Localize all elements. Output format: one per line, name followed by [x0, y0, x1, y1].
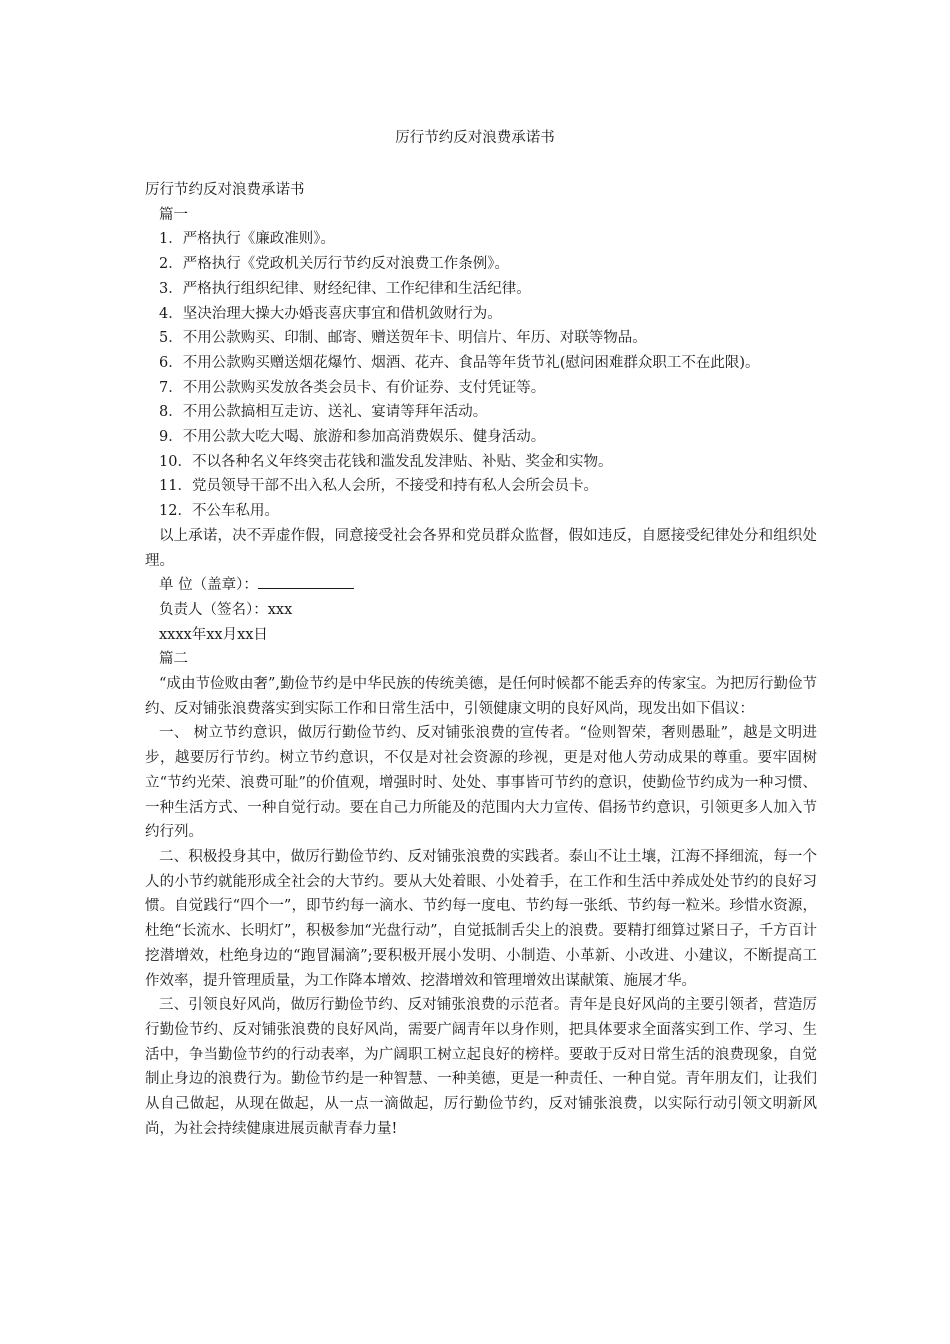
pledge-date: xxxx年xx月xx日 — [159, 626, 268, 643]
pledge-item: 8．不用公款搞相互走访、送礼、宴请等拜年活动。 — [159, 404, 488, 421]
part2-intro: “成由节俭败由奢”,勤俭节约是中华民族的传统美德，是任何时候都不能丢弃的传家宝。为把厉行勤俭节约、反对铺张浪费落实到实际工作和日常生活中，引领健康文明的良好风尚，现发出如下倡议： — [145, 676, 817, 717]
pledge-item: 11．党员领导干部不出入私人会所，不接受和持有私人会所会员卡。 — [159, 478, 598, 495]
pledge-item: 1．严格执行《廉政准则》。 — [159, 231, 335, 248]
pledge-item: 10．不以各种名义年终突击花钱和滥发乱发津贴、补贴、奖金和实物。 — [159, 453, 613, 470]
person-signature-line: 负责人（签名）：xxx — [159, 601, 293, 618]
document-title: 厉行节约反对浪费承诺书 — [395, 130, 555, 146]
pledge-item: 6．不用公款购买赠送烟花爆竹、烟酒、花卉、食品等年货节礼(慰问困难群众职工不在此限)。 — [159, 354, 760, 371]
part2-section: 一、 树立节约意识，做厉行勤俭节约、反对铺张浪费的宣传者。“俭则智荣，奢则愚耻”，越是文明进步，越要厉行节约。树立节约意识，不仅是对社会资源的珍视，更是对他人劳动成果的尊重。要牢固树立“节约光荣、浪费可耻”的价值观，增强时时、处处、事事皆可节约的意识，使勤俭节约成为一种习惯、一种生活方式、一种自觉行动。要在自己力所能及的范围内大力宣传、倡扬节约意识，引领更多人加入节约行列。 — [145, 725, 817, 841]
pledge-item: 3．严格执行组织纪律、财经纪律、工作纪律和生活纪律。 — [159, 280, 531, 297]
pledge-item: 7．不用公款购买发放各类会员卡、有价证券、支付凭证等。 — [159, 379, 546, 396]
pledge-item: 12．不公车私用。 — [159, 503, 279, 520]
pledge-item: 2．严格执行《党政机关厉行节约反对浪费工作条例》。 — [159, 256, 509, 273]
unit-stamp-blank — [258, 574, 354, 589]
pledge-item: 9．不用公款大吃大喝、旅游和参加高消费娱乐、健身活动。 — [159, 429, 546, 446]
pledge-closing: 以上承诺，决不弄虚作假，同意接受社会各界和党员群众监督，假如违反，自愿接受纪律处分和组织处理。 — [145, 527, 817, 569]
unit-stamp-label: 单 位（盖章）： — [159, 577, 258, 594]
pledge-item: 5．不用公款购买、印制、邮寄、赠送贺年卡、明信片、年历、对联等物品。 — [159, 330, 647, 347]
part1-heading: 篇一 — [159, 206, 188, 223]
document-subtitle: 厉行节约反对浪费承诺书 — [145, 182, 305, 198]
part2-section: 三、引领良好风尚，做厉行勤俭节约、反对铺张浪费的示范者。青年是良好风尚的主要引领者，营造厉行勤俭节约、反对铺张浪费的良好风尚，需要广阔青年以身作则，把具体要求全面落实到工作、学习、生活中，争当勤俭节约的行动表率，为广阔职工树立起良好的榜样。要敢于反对日常生活的浪费现象，自觉制止身边的浪费行为。勤俭节约是一种智慧、一种美德，更是一种责任、一种自觉。青年朋友们，让我们从自己做起，从现在做起，从一点一滴做起，厉行勤俭节约，反对铺张浪费，以实际行动引领文明新风尚，为社会持续健康进展贡献青春力量! — [145, 997, 817, 1137]
unit-stamp-line — [145, 573, 817, 598]
document-body — [145, 178, 817, 1141]
pledge-item: 4．坚决治理大操大办婚丧喜庆事宜和借机敛财行为。 — [159, 305, 502, 322]
part2-heading: 篇二 — [159, 651, 188, 668]
part2-section: 二、积极投身其中，做厉行勤俭节约、反对铺张浪费的实践者。泰山不让土壤，江海不择细流，每一个人的小节约就能形成全社会的大节约。要从大处着眼、小处着手，在工作和生活中养成处处节约的良好习惯。自觉践行“四个一”，即节约每一滴水、节约每一度电、节约每一张纸、节约每一粒米。珍惜水资源，杜绝“长流水、长明灯”，积极参加“光盘行动”，自觉抵制舌尖上的浪费。要精打细算过紧日子，千方百计挖潜增效，杜绝身边的“跑冒漏滴”;要积极开展小发明、小制造、小革新、小改进、小建议，不断提高工作效率，提升管理质量，为工作降本增效、挖潜增效和管理增效出谋献策、施展才华。 — [145, 848, 817, 989]
